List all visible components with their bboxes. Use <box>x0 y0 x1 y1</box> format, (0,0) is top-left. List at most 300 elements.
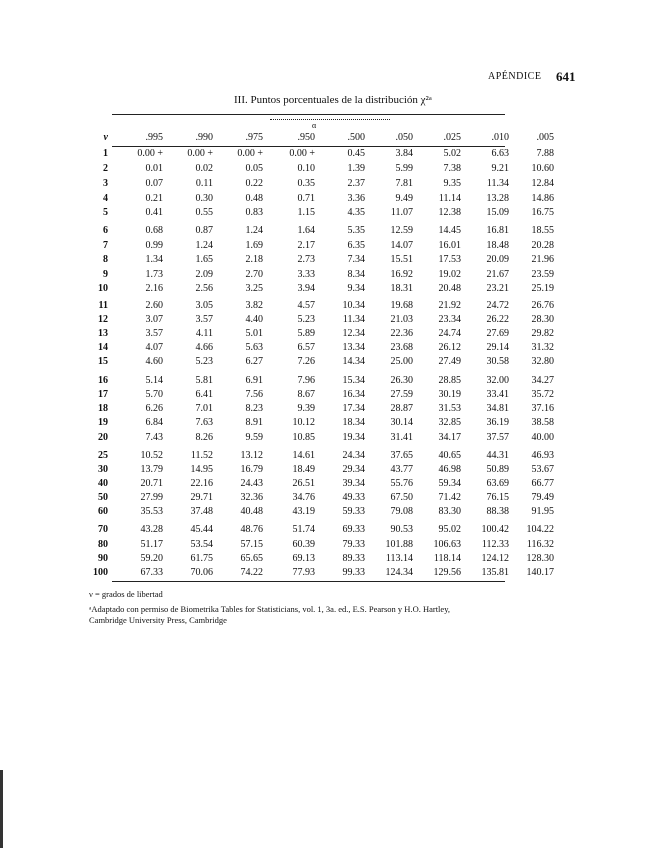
table-cell: 7.96 <box>297 375 315 386</box>
table-cell: 112.33 <box>481 539 509 550</box>
table-cell: 2.73 <box>297 254 315 265</box>
table-cell: 35.72 <box>531 389 554 400</box>
table-cell: 13.12 <box>240 450 263 461</box>
table-cell: 14.86 <box>531 193 554 204</box>
table-cell: 7.01 <box>195 403 213 414</box>
table-cell: 19.34 <box>342 432 365 443</box>
table-cell: 5.23 <box>297 314 315 325</box>
table-cell: 14.07 <box>390 240 413 251</box>
table-cell: 124.34 <box>385 567 413 578</box>
table-cell: 7.81 <box>395 178 413 189</box>
table-cell: 8.26 <box>195 432 213 443</box>
table-cell: 0.05 <box>245 163 263 174</box>
table-cell: 26.22 <box>486 314 509 325</box>
table-cell: 1.65 <box>195 254 213 265</box>
table-cell: 13.79 <box>140 464 163 475</box>
table-cell: 0.00 + <box>289 148 315 159</box>
table-cell: 11.34 <box>486 178 509 189</box>
df-cell: 3 <box>103 178 108 189</box>
table-cell: 2.16 <box>145 283 163 294</box>
df-cell: 6 <box>103 225 108 236</box>
table-cell: 91.95 <box>531 506 554 517</box>
table-cell: 3.33 <box>297 269 315 280</box>
df-cell: 19 <box>98 417 108 428</box>
table-cell: 16.79 <box>240 464 263 475</box>
table-cell: 76.15 <box>486 492 509 503</box>
table-cell: 6.26 <box>145 403 163 414</box>
table-cell: 6.27 <box>245 356 263 367</box>
df-cell: 7 <box>103 240 108 251</box>
df-cell: 10 <box>98 283 108 294</box>
table-cell: 21.67 <box>486 269 509 280</box>
table-cell: 11.52 <box>190 450 213 461</box>
table-cell: 140.17 <box>526 567 554 578</box>
table-cell: 11.34 <box>342 314 365 325</box>
table-cell: 26.30 <box>390 375 413 386</box>
table-cell: 11.14 <box>438 193 461 204</box>
table-cell: 17.53 <box>438 254 461 265</box>
table-cell: 2.60 <box>145 300 163 311</box>
column-header: .025 <box>443 132 461 143</box>
column-header: .950 <box>297 132 315 143</box>
df-cell: 18 <box>98 403 108 414</box>
table-cell: 46.93 <box>531 450 554 461</box>
table-cell: 24.43 <box>240 478 263 489</box>
table-cell: 45.44 <box>190 524 213 535</box>
table-cell: 12.34 <box>342 328 365 339</box>
table-cell: 50.89 <box>486 464 509 475</box>
table-cell: 14.61 <box>292 450 315 461</box>
table-cell: 63.69 <box>486 478 509 489</box>
table-cell: 29.82 <box>531 328 554 339</box>
table-cell: 128.30 <box>526 553 554 564</box>
column-header: .010 <box>491 132 509 143</box>
df-cell: 25 <box>98 450 108 461</box>
table-cell: 77.93 <box>292 567 315 578</box>
table-cell: 49.33 <box>342 492 365 503</box>
table-cell: 59.20 <box>140 553 163 564</box>
table-cell: 79.08 <box>390 506 413 517</box>
table-cell: 5.14 <box>145 375 163 386</box>
table-cell: 53.67 <box>531 464 554 475</box>
table-cell: 0.11 <box>195 178 213 189</box>
table-cell: 12.59 <box>390 225 413 236</box>
table-cell: 35.53 <box>140 506 163 517</box>
table-cell: 12.84 <box>531 178 554 189</box>
table-cell: 14.95 <box>190 464 213 475</box>
table-cell: 44.31 <box>486 450 509 461</box>
table-cell: 37.48 <box>190 506 213 517</box>
column-header: .990 <box>195 132 213 143</box>
df-cell: 12 <box>98 314 108 325</box>
table-cell: 10.34 <box>342 300 365 311</box>
table-cell: 1.24 <box>245 225 263 236</box>
table-cell: 2.70 <box>245 269 263 280</box>
table-cell: 95.02 <box>438 524 461 535</box>
table-cell: 0.68 <box>145 225 163 236</box>
table-cell: 51.74 <box>292 524 315 535</box>
table-cell: 71.42 <box>438 492 461 503</box>
table-cell: 22.16 <box>190 478 213 489</box>
table-cell: 0.41 <box>145 207 163 218</box>
table-cell: 1.34 <box>145 254 163 265</box>
table-cell: 40.00 <box>531 432 554 443</box>
table-cell: 28.87 <box>390 403 413 414</box>
df-cell: 80 <box>98 539 108 550</box>
table-cell: 5.99 <box>395 163 413 174</box>
table-cell: 34.81 <box>486 403 509 414</box>
table-cell: 16.92 <box>390 269 413 280</box>
table-cell: 3.57 <box>195 314 213 325</box>
table-cell: 19.68 <box>390 300 413 311</box>
table-cell: 48.76 <box>240 524 263 535</box>
table-cell: 53.54 <box>190 539 213 550</box>
table-cell: 0.87 <box>195 225 213 236</box>
table-cell: 38.58 <box>531 417 554 428</box>
table-cell: 37.65 <box>390 450 413 461</box>
table-cell: 23.68 <box>390 342 413 353</box>
table-cell: 9.34 <box>347 283 365 294</box>
table-cell: 34.27 <box>531 375 554 386</box>
table-cell: 4.11 <box>195 328 213 339</box>
bottom-rule <box>112 581 505 582</box>
table-cell: 12.38 <box>438 207 461 218</box>
df-cell: 8 <box>103 254 108 265</box>
table-cell: 32.00 <box>486 375 509 386</box>
table-cell: 2.09 <box>195 269 213 280</box>
df-cell: 60 <box>98 506 108 517</box>
table-cell: 3.25 <box>245 283 263 294</box>
table-cell: 28.30 <box>531 314 554 325</box>
table-cell: 4.66 <box>195 342 213 353</box>
df-cell: 9 <box>103 269 108 280</box>
table-cell: 61.75 <box>190 553 213 564</box>
table-cell: 100.42 <box>481 524 509 535</box>
table-cell: 10.12 <box>292 417 315 428</box>
table-cell: 26.12 <box>438 342 461 353</box>
table-cell: 0.00 + <box>237 148 263 159</box>
table-cell: 7.88 <box>536 148 554 159</box>
table-cell: 129.56 <box>433 567 461 578</box>
df-cell: 17 <box>98 389 108 400</box>
table-cell: 0.22 <box>245 178 263 189</box>
table-cell: 0.55 <box>195 207 213 218</box>
df-cell: 11 <box>98 300 108 311</box>
table-cell: 22.36 <box>390 328 413 339</box>
table-cell: 26.76 <box>531 300 554 311</box>
table-cell: 39.34 <box>342 478 365 489</box>
table-cell: 9.21 <box>491 163 509 174</box>
table-cell: 0.01 <box>145 163 163 174</box>
table-cell: 18.48 <box>486 240 509 251</box>
table-cell: 29.14 <box>486 342 509 353</box>
df-cell: 40 <box>98 478 108 489</box>
table-cell: 90.53 <box>390 524 413 535</box>
df-cell: 30 <box>98 464 108 475</box>
table-cell: 30.19 <box>438 389 461 400</box>
table-cell: 4.40 <box>245 314 263 325</box>
table-cell: 74.22 <box>240 567 263 578</box>
df-cell: 70 <box>98 524 108 535</box>
table-cell: 17.34 <box>342 403 365 414</box>
table-cell: 37.16 <box>531 403 554 414</box>
table-cell: 0.83 <box>245 207 263 218</box>
table-cell: 6.35 <box>347 240 365 251</box>
column-header: .995 <box>145 132 163 143</box>
table-cell: 24.34 <box>342 450 365 461</box>
table-cell: 104.22 <box>526 524 554 535</box>
table-cell: 20.48 <box>438 283 461 294</box>
table-cell: 10.85 <box>292 432 315 443</box>
table-cell: 9.39 <box>297 403 315 414</box>
table-cell: 16.75 <box>531 207 554 218</box>
table-cell: 3.07 <box>145 314 163 325</box>
table-cell: 55.76 <box>390 478 413 489</box>
table-cell: 43.28 <box>140 524 163 535</box>
table-cell: 116.32 <box>526 539 554 550</box>
table-cell: 0.02 <box>195 163 213 174</box>
table-cell: 6.57 <box>297 342 315 353</box>
table-cell: 23.59 <box>531 269 554 280</box>
table-cell: 70.06 <box>190 567 213 578</box>
table-cell: 23.21 <box>486 283 509 294</box>
table-cell: 20.71 <box>140 478 163 489</box>
table-cell: 7.38 <box>443 163 461 174</box>
table-cell: 113.14 <box>385 553 413 564</box>
table-cell: 3.36 <box>347 193 365 204</box>
table-cell: 5.23 <box>195 356 213 367</box>
table-cell: 0.10 <box>297 163 315 174</box>
table-cell: 9.49 <box>395 193 413 204</box>
table-cell: 57.15 <box>240 539 263 550</box>
df-cell: 5 <box>103 207 108 218</box>
table-cell: 46.98 <box>438 464 461 475</box>
table-cell: 24.74 <box>438 328 461 339</box>
table-cell: 106.63 <box>433 539 461 550</box>
df-cell: 13 <box>98 328 108 339</box>
table-cell: 30.14 <box>390 417 413 428</box>
table-cell: 1.24 <box>195 240 213 251</box>
table-cell: 32.80 <box>531 356 554 367</box>
table-cell: 32.36 <box>240 492 263 503</box>
table-cell: 18.31 <box>390 283 413 294</box>
df-legend: ν = grados de libertad <box>89 589 163 599</box>
table-cell: 8.34 <box>347 269 365 280</box>
table-cell: 7.34 <box>347 254 365 265</box>
table-cell: 19.02 <box>438 269 461 280</box>
table-cell: 24.72 <box>486 300 509 311</box>
table-cell: 7.56 <box>245 389 263 400</box>
table-cell: 36.19 <box>486 417 509 428</box>
table-cell: 1.64 <box>297 225 315 236</box>
table-cell: 28.85 <box>438 375 461 386</box>
table-cell: 21.92 <box>438 300 461 311</box>
table-cell: 60.39 <box>292 539 315 550</box>
table-cell: 3.05 <box>195 300 213 311</box>
table-cell: 83.30 <box>438 506 461 517</box>
df-cell: 15 <box>98 356 108 367</box>
table-cell: 5.35 <box>347 225 365 236</box>
df-cell: 4 <box>103 193 108 204</box>
table-cell: 66.77 <box>531 478 554 489</box>
table-cell: 6.41 <box>195 389 213 400</box>
table-cell: 1.15 <box>297 207 315 218</box>
table-cell: 79.33 <box>342 539 365 550</box>
table-cell: 5.70 <box>145 389 163 400</box>
column-header: .050 <box>395 132 413 143</box>
source-note-line1: ᵃAdaptado con permiso de Biometrika Tables for Statisticians, vol. 1, 3a. ed., E.S. Pearson y H.O. Hartley, <box>89 604 451 614</box>
table-cell: 10.60 <box>531 163 554 174</box>
table-cell: 16.34 <box>342 389 365 400</box>
table-cell: 0.99 <box>145 240 163 251</box>
table-cell: 14.34 <box>342 356 365 367</box>
table-cell: 25.19 <box>531 283 554 294</box>
table-cell: 2.18 <box>245 254 263 265</box>
table-cell: 29.71 <box>190 492 213 503</box>
table-cell: 2.17 <box>297 240 315 251</box>
table-cell: 1.39 <box>347 163 365 174</box>
table-cell: 21.03 <box>390 314 413 325</box>
table-cell: 40.65 <box>438 450 461 461</box>
table-cell: 5.02 <box>443 148 461 159</box>
df-cell: 20 <box>98 432 108 443</box>
table-cell: 40.48 <box>240 506 263 517</box>
df-cell: 90 <box>98 553 108 564</box>
df-cell: 1 <box>103 148 108 159</box>
page-number: 641 <box>556 69 576 84</box>
table-cell: 30.58 <box>486 356 509 367</box>
table-cell: 0.71 <box>297 193 315 204</box>
table-cell: 6.63 <box>491 148 509 159</box>
table-cell: 14.45 <box>438 225 461 236</box>
top-rule <box>112 114 505 115</box>
alpha-rule <box>270 119 390 120</box>
table-cell: 88.38 <box>486 506 509 517</box>
table-cell: 3.82 <box>245 300 263 311</box>
table-cell: 0.30 <box>195 193 213 204</box>
table-cell: 13.28 <box>486 193 509 204</box>
table-cell: 37.57 <box>486 432 509 443</box>
table-cell: 31.41 <box>390 432 413 443</box>
table-cell: 15.34 <box>342 375 365 386</box>
table-cell: 6.84 <box>145 417 163 428</box>
table-cell: 20.28 <box>531 240 554 251</box>
table-cell: 26.51 <box>292 478 315 489</box>
table-cell: 4.60 <box>145 356 163 367</box>
table-cell: 15.09 <box>486 207 509 218</box>
column-header: .975 <box>245 132 263 143</box>
table-cell: 33.41 <box>486 389 509 400</box>
page-edge-mark <box>0 770 3 848</box>
table-cell: 0.45 <box>347 148 365 159</box>
table-cell: 4.07 <box>145 342 163 353</box>
column-header: .005 <box>536 132 554 143</box>
alpha-label: α <box>312 121 317 130</box>
table-cell: 34.17 <box>438 432 461 443</box>
table-cell: 67.50 <box>390 492 413 503</box>
table-cell: 79.49 <box>531 492 554 503</box>
table-cell: 8.23 <box>245 403 263 414</box>
table-cell: 31.32 <box>531 342 554 353</box>
table-cell: 3.94 <box>297 283 315 294</box>
table-cell: 25.00 <box>390 356 413 367</box>
table-cell: 27.69 <box>486 328 509 339</box>
table-cell: 20.09 <box>486 254 509 265</box>
table-cell: 69.13 <box>292 553 315 564</box>
table-cell: 0.00 + <box>137 148 163 159</box>
table-cell: 9.59 <box>245 432 263 443</box>
table-cell: 9.35 <box>443 178 461 189</box>
table-cell: 0.00 + <box>187 148 213 159</box>
table-cell: 4.35 <box>347 207 365 218</box>
table-cell: 5.63 <box>245 342 263 353</box>
df-cell: 50 <box>98 492 108 503</box>
table-cell: 6.91 <box>245 375 263 386</box>
table-cell: 99.33 <box>342 567 365 578</box>
table-cell: 16.81 <box>486 225 509 236</box>
table-cell: 18.49 <box>292 464 315 475</box>
table-cell: 4.57 <box>297 300 315 311</box>
df-column-header: ν <box>103 132 108 143</box>
table-cell: 7.26 <box>297 356 315 367</box>
table-cell: 2.56 <box>195 283 213 294</box>
header-rule <box>112 146 505 147</box>
table-cell: 27.59 <box>390 389 413 400</box>
df-cell: 100 <box>93 567 108 578</box>
table-cell: 124.12 <box>481 553 509 564</box>
table-cell: 15.51 <box>390 254 413 265</box>
table-cell: 18.34 <box>342 417 365 428</box>
table-cell: 5.81 <box>195 375 213 386</box>
running-header: APÉNDICE <box>488 71 542 82</box>
table-cell: 3.57 <box>145 328 163 339</box>
table-cell: 59.33 <box>342 506 365 517</box>
table-cell: 31.53 <box>438 403 461 414</box>
table-cell: 23.34 <box>438 314 461 325</box>
table-cell: 0.35 <box>297 178 315 189</box>
table-cell: 0.21 <box>145 193 163 204</box>
column-header: .500 <box>347 132 365 143</box>
table-cell: 5.01 <box>245 328 263 339</box>
table-cell: 59.34 <box>438 478 461 489</box>
table-cell: 43.19 <box>292 506 315 517</box>
table-cell: 32.85 <box>438 417 461 428</box>
table-cell: 3.84 <box>395 148 413 159</box>
table-cell: 8.91 <box>245 417 263 428</box>
table-cell: 21.96 <box>531 254 554 265</box>
df-cell: 14 <box>98 342 108 353</box>
table-cell: 7.43 <box>145 432 163 443</box>
table-cell: 43.77 <box>390 464 413 475</box>
table-cell: 8.67 <box>297 389 315 400</box>
table-cell: 18.55 <box>531 225 554 236</box>
table-cell: 0.48 <box>245 193 263 204</box>
table-cell: 67.33 <box>140 567 163 578</box>
table-cell: 2.37 <box>347 178 365 189</box>
table-cell: 51.17 <box>140 539 163 550</box>
table-cell: 27.49 <box>438 356 461 367</box>
table-cell: 29.34 <box>342 464 365 475</box>
table-cell: 10.52 <box>140 450 163 461</box>
table-cell: 1.69 <box>245 240 263 251</box>
table-cell: 65.65 <box>240 553 263 564</box>
df-cell: 2 <box>103 163 108 174</box>
table-cell: 7.63 <box>195 417 213 428</box>
table-cell: 34.76 <box>292 492 315 503</box>
table-cell: 135.81 <box>481 567 509 578</box>
table-cell: 5.89 <box>297 328 315 339</box>
table-title: III. Puntos porcentuales de la distribución χ²ᵃ <box>234 94 432 106</box>
